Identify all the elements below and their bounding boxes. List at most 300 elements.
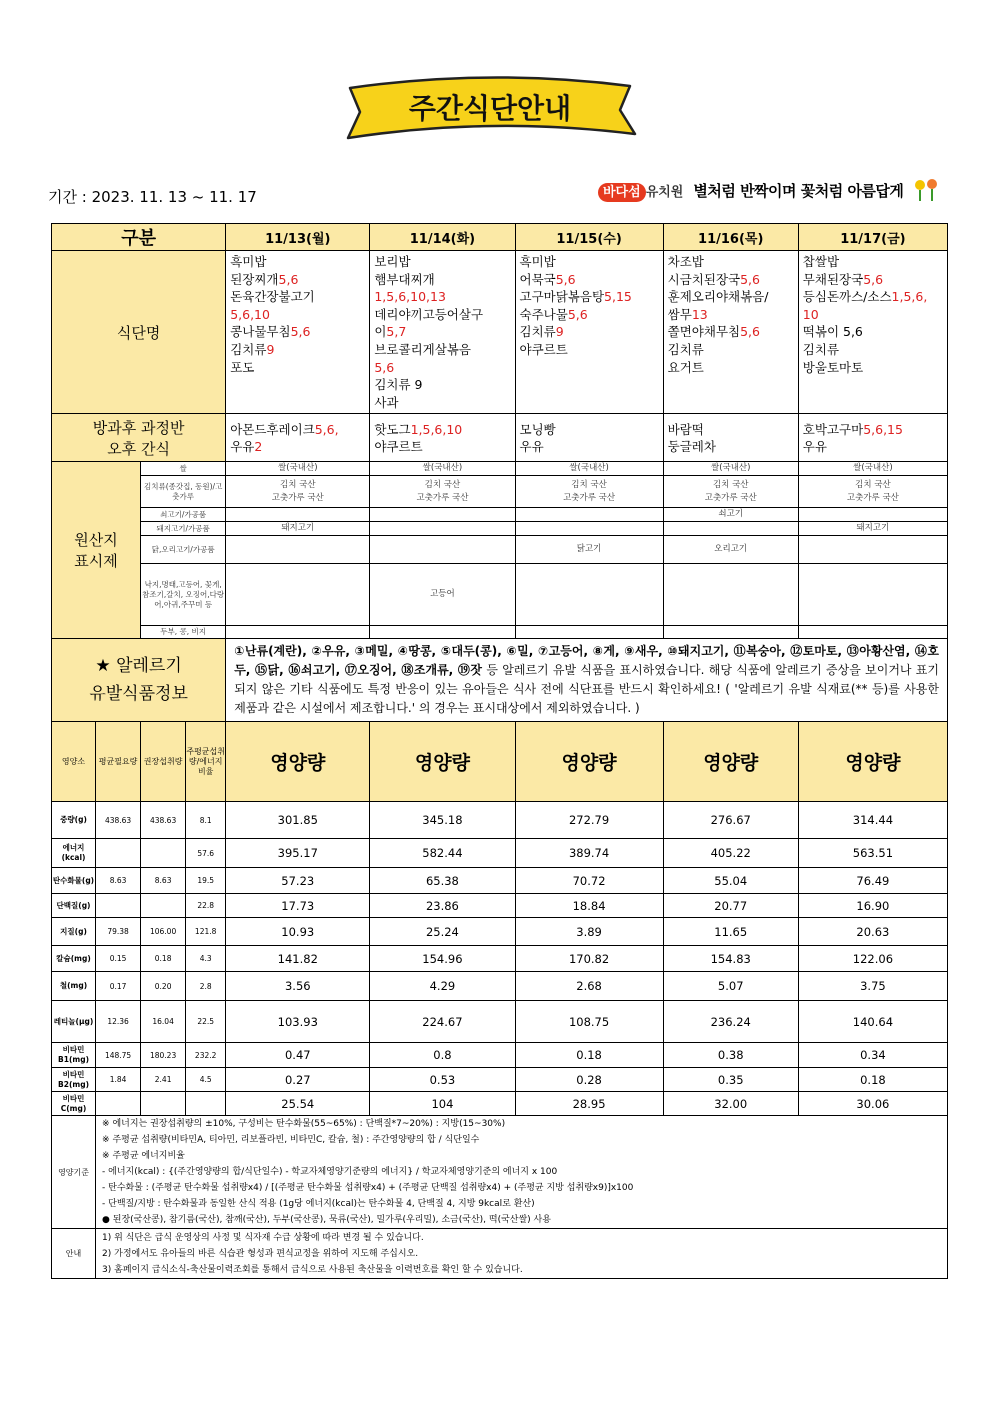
nutrient-value: 140.64 (798, 1001, 947, 1043)
header-day: 11/14(화) (370, 224, 515, 251)
menu-item-name: 어묵국 (519, 271, 556, 287)
nutrient-value: 3.89 (515, 918, 663, 946)
menu-item (668, 341, 794, 359)
nutrition-row (52, 894, 948, 918)
standards-line: ※ 주평균 에너지비율 (102, 1151, 185, 1162)
menu-item-name: 시금치된장국 (667, 271, 741, 287)
notice-label: 안내 (52, 1229, 96, 1279)
standards-text (96, 1116, 948, 1229)
snack-item-name: 모닝빵 (519, 421, 556, 437)
origin-value (663, 626, 798, 639)
menu-item (374, 306, 510, 324)
menu-item (803, 359, 943, 377)
menu-item (803, 288, 943, 306)
menu-item (230, 341, 365, 359)
snack-item-name: 둥글레차 (667, 438, 716, 454)
nutrient-value: 3.56 (226, 972, 370, 1001)
nutrient-value: 20.63 (798, 918, 947, 946)
origin-row (52, 462, 948, 476)
menu-item-name: 등심돈까스/소스 (802, 289, 892, 305)
menu-item-name: 된장찌개 (230, 271, 279, 287)
origin-label (52, 462, 141, 639)
origin-item: 쇠고기/가공품 (141, 508, 226, 522)
origin-row (52, 508, 948, 522)
origin-value (798, 536, 947, 564)
nutrient-avg: 12.36 (96, 1001, 141, 1043)
nutrient-value: 314.44 (798, 802, 947, 839)
menu-item (230, 359, 365, 377)
nutrient-value: 5.07 (663, 972, 798, 1001)
snack-item-name: 우유 (519, 438, 544, 454)
notice-line: 1) 위 식단은 급식 운영상의 사정 및 식자재 수급 상황에 따라 변경 될 수 있습니다. (102, 1232, 424, 1243)
snack-item (230, 421, 365, 438)
allergen-codes: 5,7 (386, 324, 407, 340)
snack-day (226, 414, 370, 462)
recommended-intake-header: 권장섭취량 (141, 722, 186, 802)
standards-line: ※ 에너지는 권장섭취량의 ±10%, 구성비는 탄수화물(55~65%) : 단백질*7~20%) : 지방(15~30%) (102, 1119, 506, 1130)
nutrient-ratio: 232.2 (186, 1043, 226, 1068)
origin-value: 돼지고기 (798, 522, 947, 536)
nutrient-rec (141, 839, 186, 868)
notice-line: 3) 홈페이지 급식소식-축산물이력조회를 통해서 급식으로 사용된 축산물을 이력번호를 확인 할 수 있습니다. (102, 1264, 523, 1275)
origin-value (515, 522, 663, 536)
nutrition-amount-header: 영양량 (798, 722, 947, 802)
header-day: 11/16(목) (663, 224, 798, 251)
nutrient-value: 32.00 (663, 1092, 798, 1116)
allergen-codes: 5,6, (314, 421, 339, 437)
origin-label-1: 원산지 (74, 531, 118, 550)
nutrient-value: 108.75 (515, 1001, 663, 1043)
origin-value (226, 508, 370, 522)
origin-value (798, 508, 947, 522)
menu-item-name: 쫄면야채무침 (667, 324, 741, 340)
menu-period: 기간 : 2023. 11. 13 ~ 11. 17 (48, 188, 257, 206)
allergy-label-1: ★ 알레르기 (95, 656, 182, 677)
nutrient-value: 0.38 (663, 1043, 798, 1068)
menu-item-name: 김치류 (519, 324, 556, 340)
origin-row (52, 536, 948, 564)
nutrient-name: 지질(g) (52, 918, 96, 946)
menu-item-name: 떡볶이 5,6 (802, 324, 863, 340)
nutrient-ratio: 4.3 (186, 946, 226, 972)
snack-label (52, 414, 226, 462)
allergen-codes: 1,5,6, (891, 289, 928, 305)
menu-item-name: 흑미밥 (519, 254, 556, 269)
nutrient-value: 0.18 (798, 1068, 947, 1092)
nutrient-value: 0.35 (663, 1068, 798, 1092)
origin-value (663, 522, 798, 536)
allergen-codes: 5,6 (278, 271, 299, 287)
menu-item (374, 376, 510, 394)
nutrient-value: 345.18 (370, 802, 515, 839)
nutrition-row (52, 918, 948, 946)
nutrient-ratio: 57.6 (186, 839, 226, 868)
snack-day (515, 414, 663, 462)
nutrient-value: 0.34 (798, 1043, 947, 1068)
nutrient-ratio: 19.5 (186, 868, 226, 894)
snack-item-name: 야쿠르트 (374, 438, 423, 454)
nutrient-ratio: 22.8 (186, 894, 226, 918)
nutrient-value: 301.85 (226, 802, 370, 839)
nutrient-rec: 438.63 (141, 802, 186, 839)
menu-item-name: 사과 (374, 394, 399, 410)
nutrient-rec: 2.41 (141, 1068, 186, 1092)
nutrient-value: 276.67 (663, 802, 798, 839)
allergen-codes: 1,5,6,10 (410, 421, 463, 437)
origin-value: 김치 국산 고춧가루 국산 (370, 476, 515, 508)
allergen-codes: 5,6,15 (863, 421, 903, 437)
menu-item-name: 흑미밥 (230, 254, 267, 269)
menu-item (374, 323, 510, 341)
menu-item (520, 341, 659, 359)
menu-item (803, 306, 943, 324)
nutrient-value: 405.22 (663, 839, 798, 868)
origin-value: 쇠고기 (663, 508, 798, 522)
menu-item (520, 323, 659, 341)
nutrient-value: 11.65 (663, 918, 798, 946)
menu-item-name: 브로콜리게살볶음 (374, 341, 471, 357)
nutrient-ratio: 8.1 (186, 802, 226, 839)
allergen-codes: 5,6 (740, 271, 760, 287)
snack-item-name: 우유 (802, 438, 827, 454)
nutrient-name: 비타민C(mg) (52, 1092, 96, 1116)
origin-value: 김치 국산 고춧가루 국산 (798, 476, 947, 508)
snack-item-name: 우유 (230, 438, 255, 454)
origin-value (370, 508, 515, 522)
snack-item-name: 아몬드후레이크 (230, 421, 315, 437)
allergen-codes: 5,6 (567, 306, 588, 322)
standards-line: - 단백질/지방 : 탄수화물과 동일한 산식 적용 (1g당 에너지(kcal)는 탄수화물 4, 단백질 4, 지방 9kcal로 환산) (102, 1199, 535, 1210)
nutrient-value: 4.29 (370, 972, 515, 1001)
origin-value: 오리고기 (663, 536, 798, 564)
origin-value: 닭고기 (515, 536, 663, 564)
menu-label: 식단명 (52, 251, 226, 414)
nutrient-value: 18.84 (515, 894, 663, 918)
nutrient-name: 단백질(g) (52, 894, 96, 918)
origin-value (798, 626, 947, 639)
menu-item (520, 271, 659, 289)
menu-item (520, 288, 659, 306)
nutrient-value: 0.8 (370, 1043, 515, 1068)
origin-value (226, 564, 370, 626)
allergen-codes: 1,5,6,10,13 (374, 289, 446, 305)
snack-item (803, 438, 943, 455)
menu-item (668, 359, 794, 377)
snack-item-name: 바람떡 (667, 421, 704, 437)
header-row (52, 224, 948, 251)
menu-item-name: 차조밥 (667, 254, 704, 269)
menu-item-name: 방울토마토 (802, 359, 864, 375)
snack-row (52, 414, 948, 462)
menu-item (520, 253, 659, 271)
nutrient-value: 28.95 (515, 1092, 663, 1116)
origin-row (52, 522, 948, 536)
meal-plan-table (51, 223, 948, 1279)
nutrient-avg (96, 894, 141, 918)
allergen-codes: 9 (266, 341, 275, 357)
allergen-codes: 5,6 (290, 324, 311, 340)
nutrient-avg: 0.17 (96, 972, 141, 1001)
origin-value: 쌀(국내산) (226, 462, 370, 476)
menu-item (803, 271, 943, 289)
nutrient-value: 23.86 (370, 894, 515, 918)
menu-item (230, 288, 365, 306)
nutrient-rec (141, 894, 186, 918)
nutrient-value: 0.18 (515, 1043, 663, 1068)
menu-item (668, 323, 794, 341)
nutrient-value: 25.54 (226, 1092, 370, 1116)
menu-item (374, 394, 510, 412)
snack-day (798, 414, 947, 462)
snack-label-1: 방과후 과정반 (92, 418, 185, 437)
nutrient-name: 탄수화물(g) (52, 868, 96, 894)
origin-value: 쌀(국내산) (515, 462, 663, 476)
nutrient-avg (96, 839, 141, 868)
menu-item (803, 323, 943, 341)
origin-item: 쌀 (141, 462, 226, 476)
menu-item (520, 306, 659, 324)
snack-day (663, 414, 798, 462)
nutrition-row (52, 1043, 948, 1068)
menu-item (374, 271, 510, 289)
nutrient-value: 170.82 (515, 946, 663, 972)
nutrient-value: 389.74 (515, 839, 663, 868)
menu-item-name: 쌈무 (667, 306, 692, 322)
nutrient-rec: 8.63 (141, 868, 186, 894)
nutrition-row (52, 1092, 948, 1116)
origin-value (370, 522, 515, 536)
menu-item-name: 무채된장국 (802, 271, 864, 287)
nutrient-rec: 0.18 (141, 946, 186, 972)
origin-row (52, 476, 948, 508)
menu-item-name: 데리야끼고등어살구 (374, 306, 484, 322)
weekly-ratio-header: 주평균섭취량/에너지비율 (186, 722, 226, 802)
allergy-label (52, 639, 226, 722)
nutrient-avg: 0.15 (96, 946, 141, 972)
snack-item (520, 438, 659, 455)
allergen-codes: 9 (555, 324, 564, 340)
menu-item-name: 김치류 (802, 341, 840, 357)
nutrition-header-row (52, 722, 948, 802)
standards-line: - 에너지(kcal) : {(주간영양량의 합/식단일수) - 학교자체영양기준량의 에너지} / 학교자체영양기준의 에너지 x 100 (102, 1167, 558, 1178)
origin-value (226, 536, 370, 564)
snack-item (803, 421, 943, 438)
nutrient-value: 10.93 (226, 918, 370, 946)
menu-item (230, 323, 365, 341)
header-day: 11/17(금) (798, 224, 947, 251)
menu-item-name: 요거트 (667, 359, 704, 375)
nutrition-amount-header: 영양량 (226, 722, 370, 802)
header-day: 11/15(수) (515, 224, 663, 251)
origin-value (515, 626, 663, 639)
nutrient-name: 에너지(kcal) (52, 839, 96, 868)
menu-item-name: 찹쌀밥 (802, 254, 840, 269)
snack-item (374, 438, 510, 455)
menu-item (374, 359, 510, 377)
menu-item-name: 돈육간장불고기 (230, 289, 315, 305)
nutrient-avg: 8.63 (96, 868, 141, 894)
nutrient-name: 비타민B2(mg) (52, 1068, 96, 1092)
allergen-codes: 10 (802, 306, 819, 322)
origin-value (226, 626, 370, 639)
menu-item-name: 콩나물무침 (230, 324, 291, 340)
allergen-codes: 2 (254, 438, 263, 454)
nutrition-amount-header: 영양량 (370, 722, 515, 802)
origin-value (370, 626, 515, 639)
standards-line: ● 된장(국산콩), 참기름(국산), 참깨(국산), 두부(국산콩), 묵류(국산), 밀가루(우리밀), 소금(국산), 떡(국산쌀) 사용 (102, 1215, 551, 1226)
nutrient-ratio: 22.5 (186, 1001, 226, 1043)
menu-day (515, 251, 663, 414)
allergy-row (52, 639, 948, 722)
slogan: 별처럼 반짝이며 꽃처럼 아름답게 (693, 181, 904, 200)
allergen-codes: 5,6 (863, 271, 884, 287)
origin-row (52, 626, 948, 639)
nutrient-value: 0.53 (370, 1068, 515, 1092)
origin-item: 김치류(종갓집, 동원)/고춧가루 (141, 476, 226, 508)
origin-value: 김치 국산 고춧가루 국산 (226, 476, 370, 508)
menu-row (52, 251, 948, 414)
header-day: 11/13(월) (226, 224, 370, 251)
menu-item-name: 고구마닭볶음탕 (519, 289, 605, 305)
nutrient-value: 55.04 (663, 868, 798, 894)
nutrition-row (52, 868, 948, 894)
nutrient-value: 20.77 (663, 894, 798, 918)
nutrient-value: 395.17 (226, 839, 370, 868)
menu-item-name: 이 (374, 324, 387, 340)
nutrition-row (52, 802, 948, 839)
origin-value: 돼지고기 (226, 522, 370, 536)
title-banner (330, 68, 650, 150)
snack-day (370, 414, 515, 462)
notice-line: 2) 가정에서도 유아들의 바른 식습관 형성과 편식교정을 위하여 지도해 주십시오. (102, 1248, 419, 1259)
flower-icon (913, 178, 939, 202)
standards-line: ※ 주평균 섭취량(비타민A, 티아민, 리보플라빈, 비타민C, 칼슘, 철) : 주간영양량의 합 / 식단일수 (102, 1135, 480, 1146)
allergen-codes: 5,6 (555, 271, 576, 287)
origin-value: 고등어 (370, 564, 515, 626)
menu-item-name: 김치류 (667, 341, 704, 357)
standards-row (52, 1116, 948, 1229)
nutrition-row (52, 1001, 948, 1043)
avg-requirement-header: 평균필요량 (96, 722, 141, 802)
nutrient-rec (141, 1092, 186, 1116)
origin-value (370, 536, 515, 564)
menu-item (668, 306, 794, 324)
nutrient-rec: 106.00 (141, 918, 186, 946)
snack-item (668, 421, 794, 438)
nutrient-value: 154.83 (663, 946, 798, 972)
allergy-notice: 등 알레르기 유발 식품을 표시하였습니다. 해당 식품에 알레르기 증상을 보이거나 표기되지 않은 기타 식품에도 특정 반응이 있는 유아들은 식사 전에 식단표를 반드시 확인하세요! ( '알레르기 유발 식재료(** 등)를 사용한 제품과 같은 시설에서 제조합니다.' 의 경우는 표시대상에서 제외하였습니다. ) (234, 663, 939, 716)
menu-item (230, 306, 365, 324)
menu-day (663, 251, 798, 414)
origin-item: 닭,오리고기/가공품 (141, 536, 226, 564)
nutrient-avg: 79.38 (96, 918, 141, 946)
origin-value: 쌀(국내산) (370, 462, 515, 476)
nutrient-avg: 148.75 (96, 1043, 141, 1068)
menu-item (230, 253, 365, 271)
nutrient-value: 224.67 (370, 1001, 515, 1043)
nutrient-value: 2.68 (515, 972, 663, 1001)
snack-item (520, 421, 659, 438)
snack-item-name: 핫도그 (374, 421, 411, 437)
allergen-codes: 5,6,10 (230, 306, 270, 322)
nutrient-value: 582.44 (370, 839, 515, 868)
nutrient-value: 30.06 (798, 1092, 947, 1116)
nutrient-value: 0.27 (226, 1068, 370, 1092)
menu-day (226, 251, 370, 414)
origin-label-2: 표시제 (74, 552, 118, 571)
menu-item (374, 288, 510, 306)
allergen-codes: 5,6 (374, 359, 395, 375)
menu-item-name: 훈제오리야채볶음/ (667, 289, 769, 305)
brand (598, 178, 939, 202)
nutrient-avg: 438.63 (96, 802, 141, 839)
allergy-label-2: 유발식품정보 (89, 684, 188, 705)
header-corner: 구분 (52, 224, 226, 251)
standards-label: 영양기준 (52, 1116, 96, 1229)
allergen-codes: 5,6 (740, 324, 760, 340)
menu-item-name: 숙주나물 (519, 306, 568, 322)
menu-item-name: 햄부대찌개 (374, 271, 435, 287)
menu-item-name: 김치류 9 (374, 377, 423, 393)
origin-value: 김치 국산 고춧가루 국산 (663, 476, 798, 508)
nutrient-name: 레티놀(μg) (52, 1001, 96, 1043)
nutrient-header: 영양소 (52, 722, 96, 802)
origin-item: 낙지,명태,고등어, 꽃게,참조기,갈치, 오징어,다랑어,아귀,주꾸미 등 (141, 564, 226, 626)
menu-item (374, 253, 510, 271)
nutrient-value: 104 (370, 1092, 515, 1116)
nutrition-row (52, 972, 948, 1001)
snack-item (230, 438, 365, 455)
snack-item (668, 438, 794, 455)
kindergarten-logo: 바다섬 유치원 (598, 181, 683, 200)
menu-day (798, 251, 947, 414)
origin-value: 쌀(국내산) (798, 462, 947, 476)
nutrition-amount-header: 영양량 (663, 722, 798, 802)
nutrient-ratio: 2.8 (186, 972, 226, 1001)
menu-item-name: 포도 (230, 359, 255, 375)
nutrient-rec: 16.04 (141, 1001, 186, 1043)
nutrient-value: 141.82 (226, 946, 370, 972)
origin-value (663, 564, 798, 626)
origin-value (515, 564, 663, 626)
nutrient-value: 0.47 (226, 1043, 370, 1068)
nutrition-row (52, 1068, 948, 1092)
nutrient-ratio: 4.5 (186, 1068, 226, 1092)
snack-item-name: 호박고구마 (802, 421, 864, 437)
origin-value (515, 508, 663, 522)
allergen-codes: 5,15 (604, 289, 632, 305)
nutrient-value: 563.51 (798, 839, 947, 868)
menu-item (668, 253, 794, 271)
nutrient-avg (96, 1092, 141, 1116)
nutrient-ratio: 121.8 (186, 918, 226, 946)
nutrient-value: 65.38 (370, 868, 515, 894)
nutrient-value: 272.79 (515, 802, 663, 839)
nutrient-rec: 180.23 (141, 1043, 186, 1068)
nutrient-value: 57.23 (226, 868, 370, 894)
menu-item (803, 253, 943, 271)
nutrient-rec: 0.20 (141, 972, 186, 1001)
nutrient-value: 236.24 (663, 1001, 798, 1043)
origin-item: 돼지고기/가공품 (141, 522, 226, 536)
menu-item (230, 271, 365, 289)
nutrition-row (52, 946, 948, 972)
nutrient-value: 16.90 (798, 894, 947, 918)
menu-item-name: 야쿠르트 (519, 341, 568, 357)
nutrition-row (52, 839, 948, 868)
nutrient-name: 철(mg) (52, 972, 96, 1001)
nutrient-value: 3.75 (798, 972, 947, 1001)
